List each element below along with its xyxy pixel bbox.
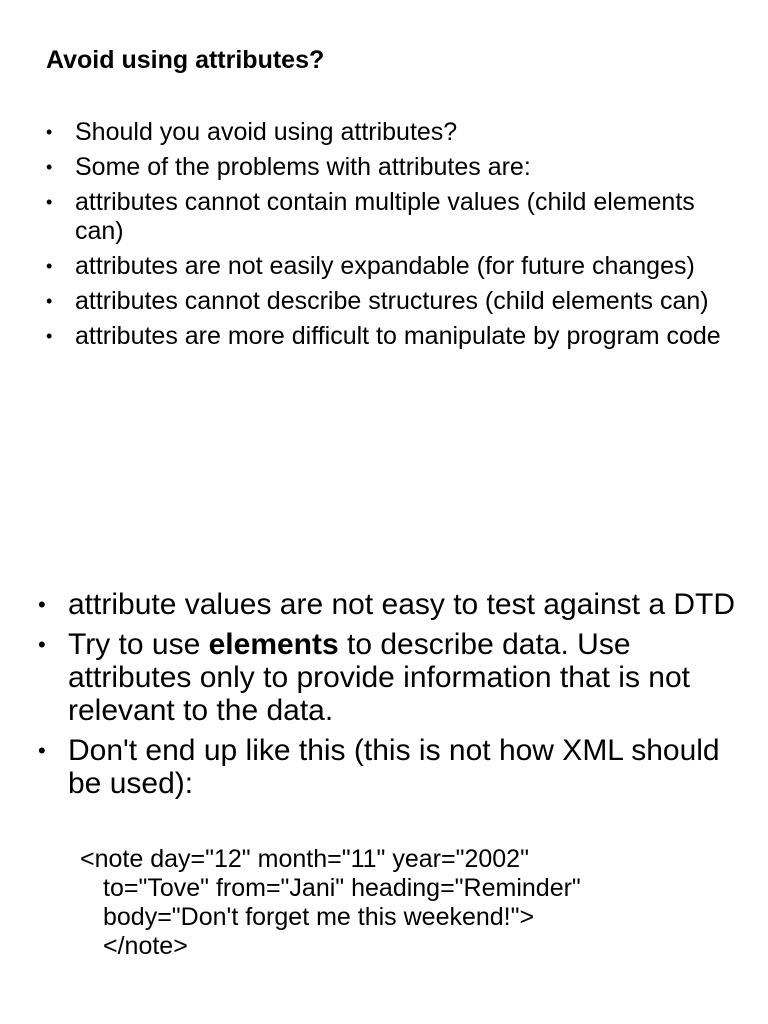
bullet-icon: • xyxy=(38,738,46,763)
bullet-icon: • xyxy=(46,122,53,142)
code-line: to="Tove" from="Jani" heading="Reminder" xyxy=(103,874,581,902)
list-item-text-post: to describe data. Use attributes only to provide information that is not relevant to the data. xyxy=(68,628,691,727)
bullet-icon: • xyxy=(46,256,53,276)
xml-code-example xyxy=(80,845,740,961)
list-item xyxy=(38,588,738,621)
slide-top xyxy=(0,0,768,500)
list-item-text: Don't end up like this (this is not how XML should be used): xyxy=(68,734,720,800)
slide-bottom xyxy=(0,560,768,1024)
bullet-icon: • xyxy=(46,192,53,212)
list-item-text: attributes are more difficult to manipulate by program code xyxy=(75,322,721,350)
list-item-text: Should you avoid using attributes? xyxy=(75,118,458,146)
list-item-text: attributes are not easily expandable (for future changes) xyxy=(75,252,695,280)
list-item-text: Some of the problems with attributes are: xyxy=(75,153,531,181)
slide-title: Avoid using attributes? xyxy=(46,46,325,74)
list-item-text: attributes cannot describe structures (child elements can) xyxy=(75,287,709,315)
bullet-icon: • xyxy=(38,592,46,617)
list-item xyxy=(46,252,746,281)
list-item xyxy=(38,734,738,800)
top-bullet-list xyxy=(46,118,746,357)
emphasis-elements: elements xyxy=(208,628,339,661)
list-item xyxy=(38,628,738,727)
code-line: body="Don't forget me this weekend!"> xyxy=(103,903,535,931)
list-item xyxy=(46,118,746,147)
bullet-icon: • xyxy=(38,632,46,657)
bottom-bullet-list xyxy=(38,588,738,807)
bullet-icon: • xyxy=(46,291,53,311)
list-item-text: attribute values are not easy to test against a DTD xyxy=(68,588,736,621)
bullet-icon: • xyxy=(46,326,53,346)
code-line: <note day="12" month="11" year="2002" xyxy=(80,845,529,873)
list-item xyxy=(46,188,746,246)
list-item xyxy=(46,287,746,316)
bullet-icon: • xyxy=(46,157,53,177)
code-line: </note> xyxy=(103,932,188,960)
list-item xyxy=(46,322,746,351)
list-item-text-pre: Try to use xyxy=(68,628,209,661)
list-item-text: attributes cannot contain multiple values (child elements can) xyxy=(75,188,695,245)
list-item xyxy=(46,153,746,182)
